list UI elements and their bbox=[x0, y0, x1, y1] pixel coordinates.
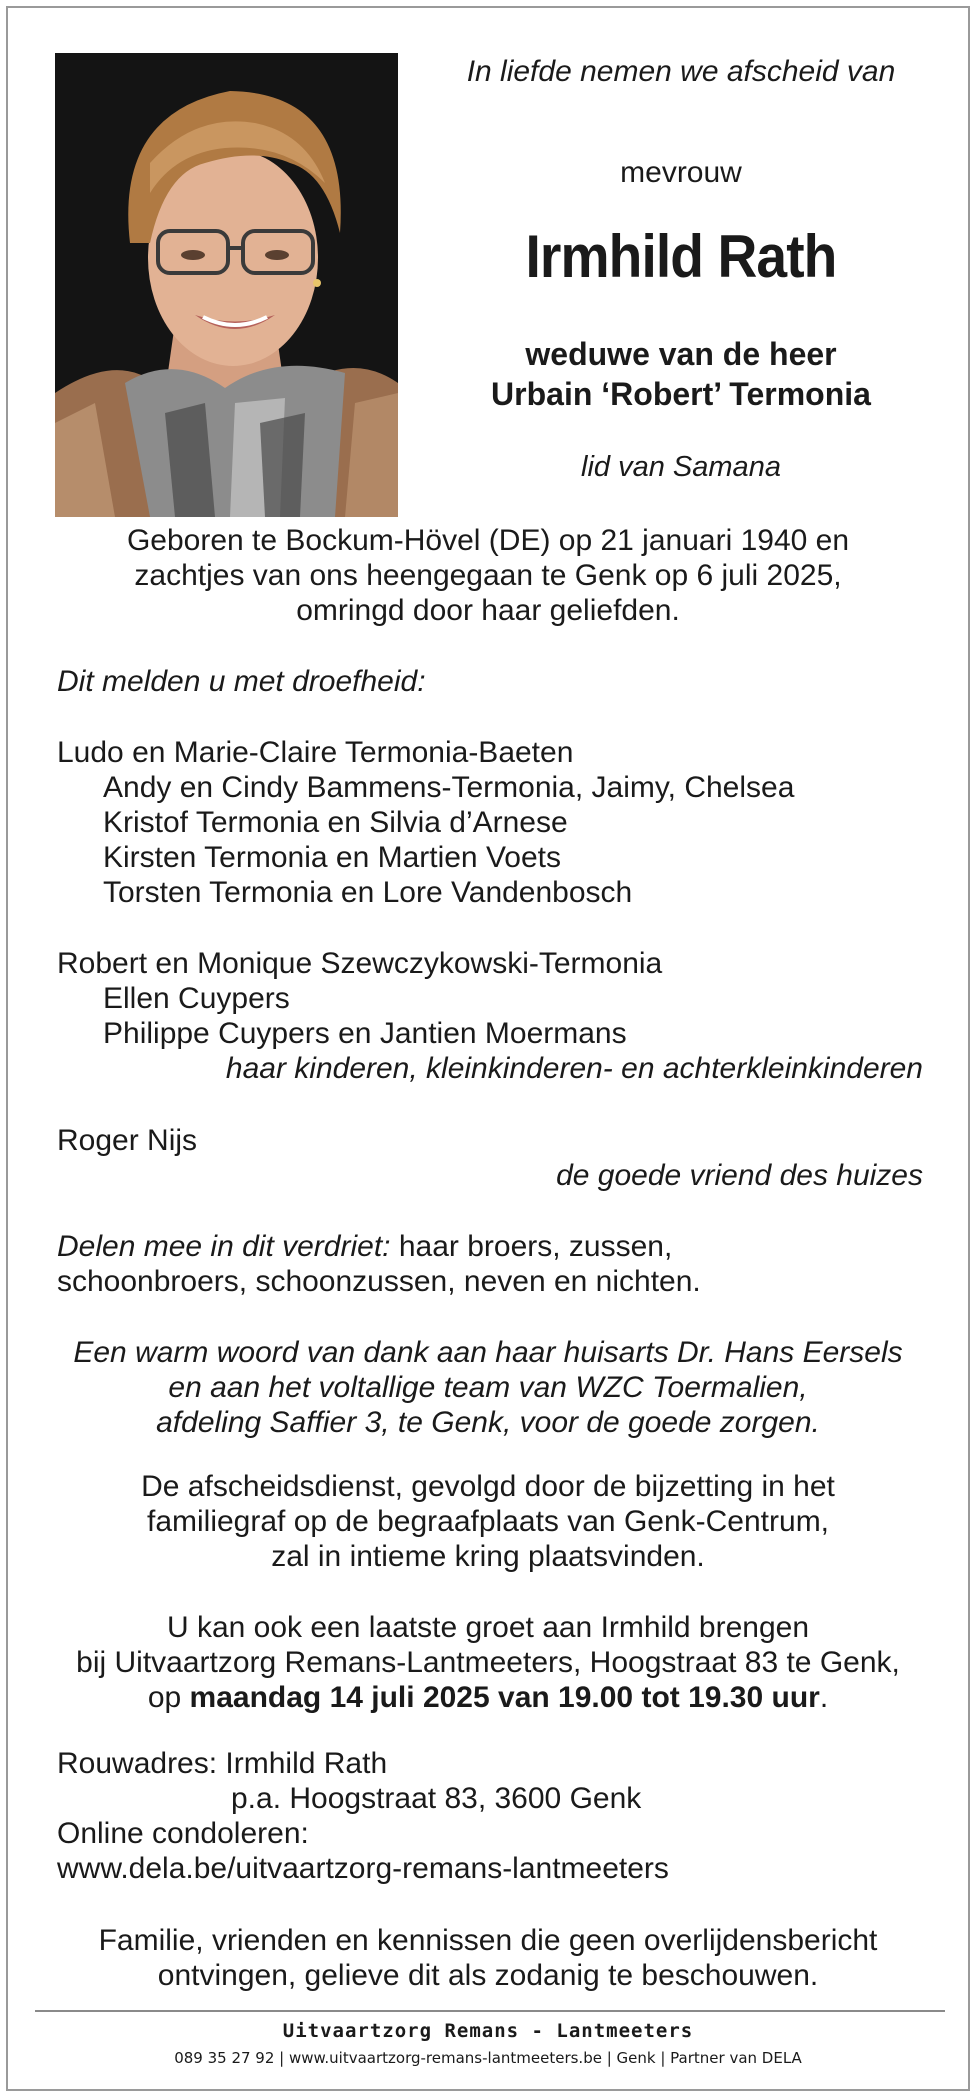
widow-line-2: Urbain ‘Robert’ Termonia bbox=[491, 376, 871, 412]
share-line bbox=[57, 1229, 672, 1264]
birth-death-line: zachtjes van ons heengegaan te Genk op 6 juli 2025, bbox=[134, 559, 842, 592]
friend-name: Roger Nijs bbox=[57, 1124, 198, 1157]
friend-caption: de goede vriend des huizes bbox=[556, 1159, 923, 1192]
footer-company: Uitvaartzorg Remans - Lantmeeters bbox=[282, 2020, 694, 2042]
intro-text: In liefde nemen we afscheid van bbox=[466, 55, 896, 88]
family-member: Andy en Cindy Bammens-Termonia, Jaimy, Chelsea bbox=[103, 771, 795, 804]
thanks-line: Een warm woord van dank aan haar huisarts Dr. Hans Eersels bbox=[73, 1336, 903, 1369]
visit-line bbox=[6, 1680, 970, 1715]
thanks-line: en aan het voltallige team van WZC Toermalien, bbox=[168, 1371, 808, 1404]
membership-text: lid van Samana bbox=[581, 451, 781, 483]
thanks-line: afdeling Saffier 3, te Genk, voor de goede zorgen. bbox=[156, 1406, 820, 1439]
closing-line: Familie, vrienden en kennissen die geen overlijdensbericht bbox=[98, 1924, 878, 1957]
birth-death-line: omringd door haar geliefden. bbox=[296, 594, 680, 627]
widow-line-1: weduwe van de heer bbox=[525, 336, 837, 372]
service-line: De afscheidsdienst, gevolgd door de bijzetting in het bbox=[141, 1470, 835, 1503]
online-url: www.dela.be/uitvaartzorg-remans-lantmeeters bbox=[57, 1852, 669, 1885]
footer-contact: 089 35 27 92 | www.uitvaartzorg-remans-lantmeeters.be | Genk | Partner van DELA bbox=[174, 2049, 802, 2067]
share-lead: Delen mee in dit verdriet: bbox=[57, 1230, 391, 1263]
family-member: Kristof Termonia en Silvia d’Arnese bbox=[103, 806, 568, 839]
address-street: p.a. Hoogstraat 83, 3600 Genk bbox=[231, 1782, 642, 1815]
birth-death-line: Geboren te Bockum-Hövel (DE) op 21 januari 1940 en bbox=[126, 524, 850, 557]
visit-line: bij Uitvaartzorg Remans-Lantmeeters, Hoogstraat 83 te Genk, bbox=[76, 1646, 900, 1679]
visit-prefix: op bbox=[147, 1681, 190, 1714]
portrait-photo bbox=[55, 53, 398, 517]
family-member: Ellen Cuypers bbox=[103, 982, 290, 1015]
widow-block bbox=[398, 334, 964, 414]
family-member: Kirsten Termonia en Martien Voets bbox=[103, 841, 562, 874]
visit-line: U kan ook een laatste groet aan Irmhild brengen bbox=[166, 1611, 810, 1644]
deceased-name: Irmhild Rath bbox=[525, 223, 837, 290]
visit-suffix: . bbox=[819, 1681, 829, 1714]
title-word: mevrouw bbox=[620, 156, 742, 189]
footer-divider bbox=[35, 2010, 945, 2012]
family-head: Ludo en Marie-Claire Termonia-Baeten bbox=[57, 736, 574, 769]
service-line: zal in intieme kring plaatsvinden. bbox=[271, 1540, 705, 1573]
service-line: familiegraf op de begraafplaats van Genk-Centrum, bbox=[146, 1505, 830, 1538]
announce-heading: Dit melden u met droefheid: bbox=[57, 665, 426, 698]
family-member: Philippe Cuypers en Jantien Moermans bbox=[103, 1017, 627, 1050]
share-rest: haar broers, zussen, bbox=[390, 1230, 673, 1263]
share-line: schoonbroers, schoonzussen, neven en nichten. bbox=[57, 1265, 701, 1298]
closing-line: ontvingen, gelieve dit als zodanig te beschouwen. bbox=[157, 1959, 819, 1992]
family-head: Robert en Monique Szewczykowski-Termonia bbox=[57, 947, 663, 980]
online-label: Online condoleren: bbox=[57, 1817, 309, 1850]
visit-datetime: maandag 14 juli 2025 van 19.00 tot 19.30 uur bbox=[189, 1681, 820, 1714]
family-caption: haar kinderen, kleinkinderen- en achterkleinkinderen bbox=[225, 1052, 923, 1085]
family-member: Torsten Termonia en Lore Vandenbosch bbox=[103, 876, 633, 909]
address-label: Rouwadres: Irmhild Rath bbox=[57, 1747, 388, 1780]
